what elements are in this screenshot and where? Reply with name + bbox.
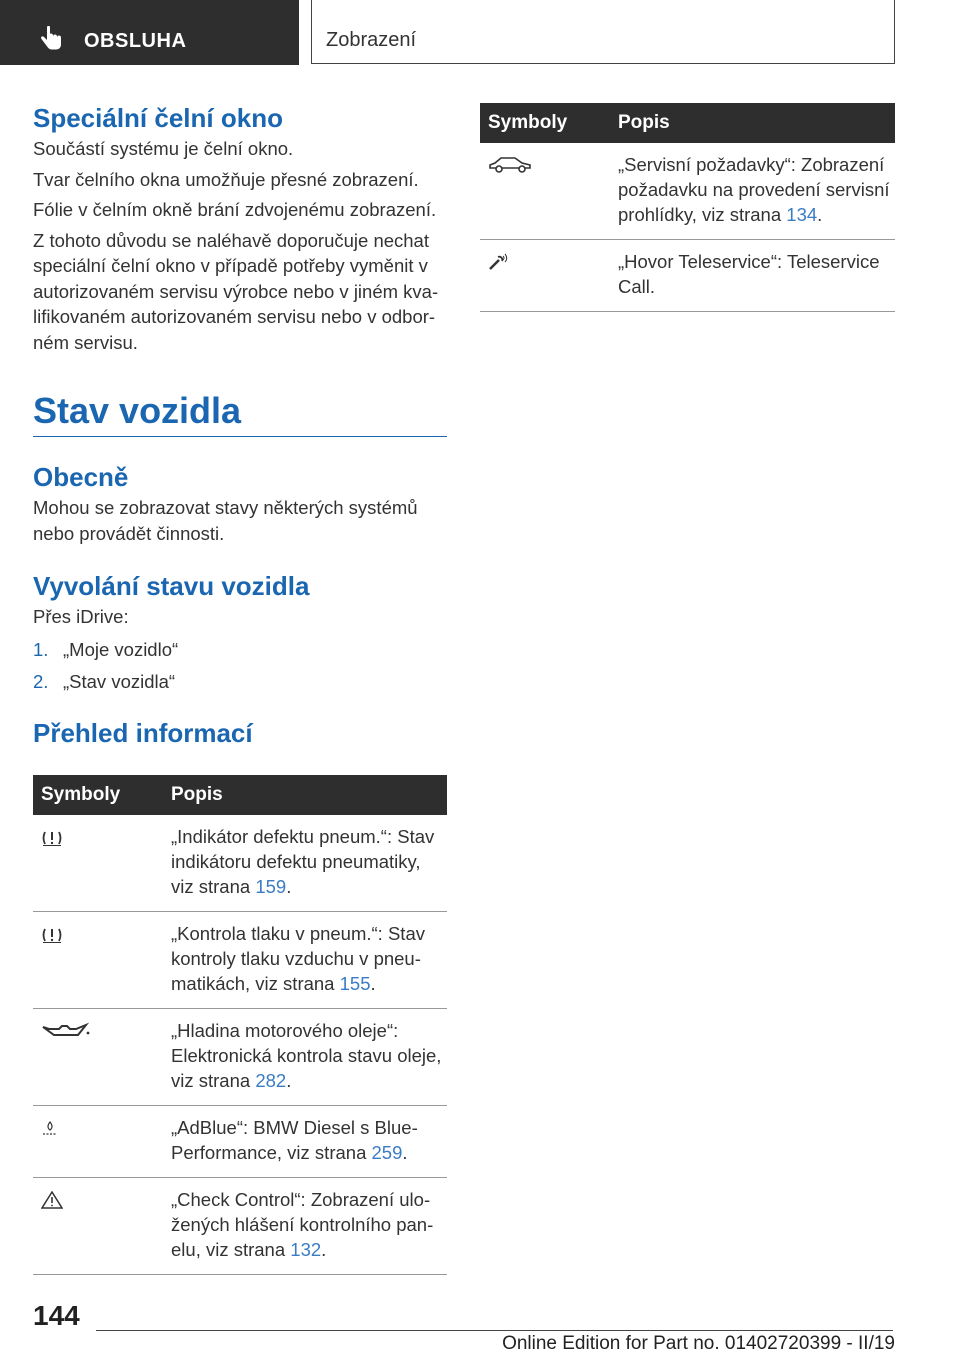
heading-general: Obecně bbox=[33, 462, 129, 492]
column-header-description: Popis bbox=[612, 103, 895, 143]
table-row bbox=[33, 1105, 447, 1177]
paragraph: Fólie v čelním okně brání zdvojenému zobrazení. bbox=[33, 199, 437, 220]
list-item bbox=[33, 637, 447, 663]
table-row bbox=[480, 240, 895, 312]
list-item bbox=[33, 669, 447, 695]
table-row bbox=[33, 1008, 447, 1105]
description-text: „Kontrola tlaku v pneum.“: Stav kontroly tlaku vzduchu v pneumatikách, viz strana bbox=[171, 922, 425, 994]
column-header-description: Popis bbox=[165, 775, 447, 815]
description-cell bbox=[165, 1177, 447, 1274]
table-row bbox=[33, 911, 447, 1008]
icon-cell bbox=[33, 1177, 165, 1274]
page-link[interactable]: 155 bbox=[339, 972, 371, 994]
column-header-symbols: Symboly bbox=[33, 775, 165, 815]
warning-triangle-icon bbox=[41, 1191, 63, 1209]
step-number: 1. bbox=[33, 638, 49, 660]
description-text: „AdBlue“: BMW Diesel s BluePerformance, viz strana bbox=[171, 1116, 418, 1163]
paragraph: Tvar čelního okna umožňuje přesné zobrazení. bbox=[33, 168, 419, 190]
page-link[interactable]: 134 bbox=[786, 204, 818, 225]
heading-vehicle-status: Stav vozidla bbox=[33, 387, 447, 437]
adblue-icon bbox=[41, 1121, 59, 1137]
description-cell bbox=[612, 143, 895, 240]
page-link[interactable]: 159 bbox=[255, 875, 287, 897]
footer-divider bbox=[96, 1330, 893, 1331]
column-header-symbols: Symboly bbox=[480, 103, 612, 143]
description-cell bbox=[612, 240, 895, 312]
step-text: „Moje vozidlo“ bbox=[63, 638, 179, 660]
table-row bbox=[480, 143, 895, 240]
hand-pointer-icon bbox=[40, 26, 62, 52]
symbols-table-left bbox=[33, 775, 447, 1275]
page-number: 144 bbox=[33, 1300, 80, 1331]
section-label: OBSLUHA bbox=[84, 30, 187, 52]
description-end: . bbox=[321, 1238, 327, 1260]
description-end: . bbox=[286, 1069, 292, 1091]
heading-special-windshield: Speciální čelní okno bbox=[33, 103, 283, 133]
table-header-row bbox=[33, 775, 447, 815]
step-text: „Stav vozidla“ bbox=[63, 671, 176, 692]
left-column bbox=[33, 100, 447, 1275]
description-text: „Hladina motorového oleje“: Elektronická kontrola stavu oleje, viz strana bbox=[171, 1019, 442, 1091]
icon-cell bbox=[33, 911, 165, 1008]
tire-pressure-icon bbox=[41, 927, 63, 943]
car-service-icon bbox=[488, 156, 532, 174]
description-end: . bbox=[402, 1141, 408, 1163]
description-text: „Indikátor defektu pneum.“: Stav indikátoru defektu pneumatiky, viz strana bbox=[171, 825, 435, 897]
page-link[interactable]: 259 bbox=[371, 1141, 403, 1163]
oil-can-icon bbox=[41, 1021, 91, 1041]
description-cell bbox=[165, 911, 447, 1008]
page-link[interactable]: 132 bbox=[290, 1238, 322, 1260]
icon-cell bbox=[33, 1105, 165, 1177]
description-cell bbox=[165, 1008, 447, 1105]
table-row bbox=[33, 1177, 447, 1274]
steps-list bbox=[33, 637, 447, 695]
right-column bbox=[480, 103, 895, 312]
symbols-table-right bbox=[480, 103, 895, 312]
description-text: „Servisní požadavky“: Zobrazení požadavku na provedení servisní prohlídky, viz strana bbox=[618, 154, 890, 225]
step-number: 2. bbox=[33, 671, 49, 692]
description-cell bbox=[165, 815, 447, 912]
heading-call-status: Vyvolání stavu vozidla bbox=[33, 571, 310, 601]
paragraph: Součástí systému je čelní okno. bbox=[33, 138, 294, 159]
icon-cell bbox=[480, 143, 612, 240]
tire-defect-icon bbox=[41, 830, 63, 846]
icon-cell bbox=[33, 1008, 165, 1105]
table-header-row bbox=[480, 103, 895, 143]
description-text: „Check Control“: Zobrazení uložených hlášení kontrolního panelu, viz strana bbox=[171, 1188, 434, 1260]
table-row bbox=[33, 815, 447, 912]
paragraph: Z tohoto důvodu se naléhavě doporučuje nechat speciální čelní okno v případě potřeby vyměnit v autorizovaném servisu výrobce nebo v jiném kvalifikovaném autorizovaném servisu nebo v odborném servisu. bbox=[33, 229, 439, 353]
icon-cell bbox=[33, 815, 165, 912]
description-end: . bbox=[370, 972, 376, 994]
section-tab bbox=[0, 0, 299, 65]
paragraph: Přes iDrive: bbox=[33, 606, 129, 627]
page-link[interactable]: 282 bbox=[255, 1069, 287, 1091]
paragraph: Mohou se zobrazovat stavy některých systémů nebo provádět činnosti. bbox=[33, 497, 418, 544]
description-cell bbox=[165, 1105, 447, 1177]
wrench-call-icon bbox=[488, 253, 510, 271]
chapter-label: Zobrazení bbox=[326, 29, 417, 51]
icon-cell bbox=[480, 240, 612, 312]
description-end: . bbox=[817, 204, 823, 225]
description-end: . bbox=[286, 875, 292, 897]
heading-info-overview: Přehled informací bbox=[33, 717, 253, 748]
chapter-tab bbox=[311, 0, 895, 64]
edition-text: Online Edition for Part no. 01402720399 - II/19 bbox=[502, 1333, 895, 1354]
description-text: „Hovor Teleservice“: Teleservice Call. bbox=[618, 251, 880, 297]
